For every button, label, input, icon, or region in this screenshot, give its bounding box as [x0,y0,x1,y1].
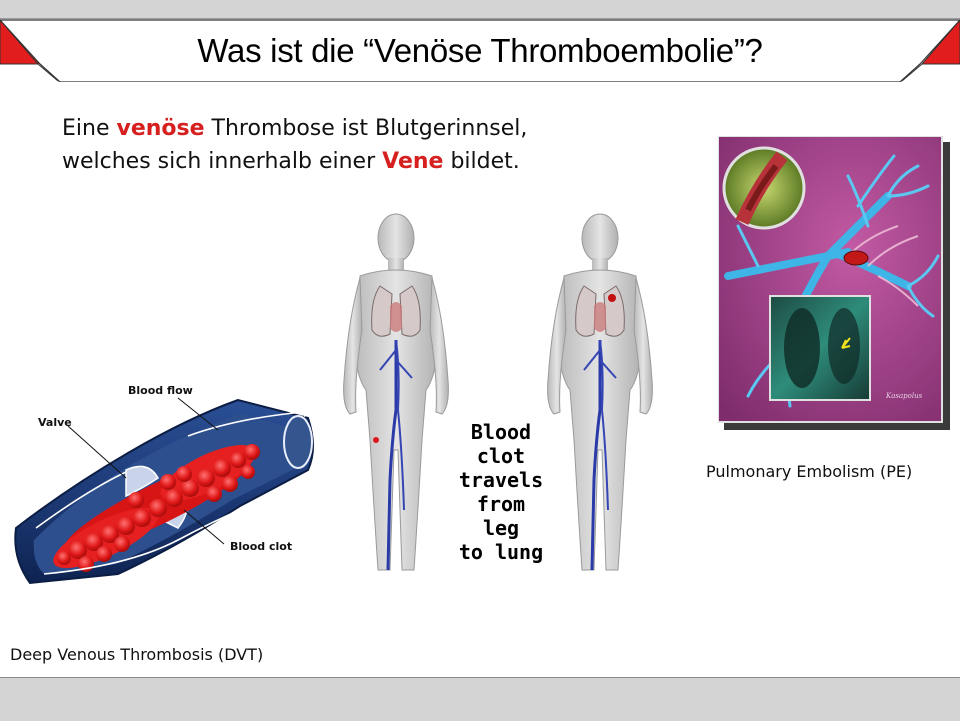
title-bar [0,18,960,82]
body-left [344,214,449,570]
slide-title: Was ist die “Venöse Thromboembolie”? [197,32,763,69]
callout-line: Blood [470,420,532,444]
label-blood-clot: Blood clot [230,540,293,553]
intro-line-2 [62,145,662,178]
highlight-vene: Vene [382,149,444,174]
label-blood-flow: Blood flow [128,384,193,397]
intro-text-segment: bildet. [443,149,520,174]
bottom-frame-bar [0,677,960,721]
label-valve: Valve [38,416,72,429]
intro-text-segment: welches sich innerhalb einer [62,149,383,174]
highlight-venoese: venöse [116,116,205,141]
blood-clot-callout [455,420,547,564]
artist-signature: Kasapolus [886,392,923,400]
dvt-caption: Deep Venous Thrombosis (DVT) [10,645,264,664]
pe-caption: Pulmonary Embolism (PE) [706,462,913,481]
callout-line: from leg [476,492,526,540]
top-frame-strip [0,0,960,19]
callout-line: travels [458,468,544,492]
pe-illustration [718,136,956,434]
intro-line-1 [62,112,662,145]
intro-text-segment: Eine [62,116,117,141]
intro-text [62,112,662,178]
callout-line: clot [476,444,526,468]
callout-line: to lung [458,540,544,564]
dvt-illustration [8,378,320,596]
intro-text-segment: Thrombose ist Blutgerinnsel, [204,116,528,141]
body-right [548,214,653,570]
